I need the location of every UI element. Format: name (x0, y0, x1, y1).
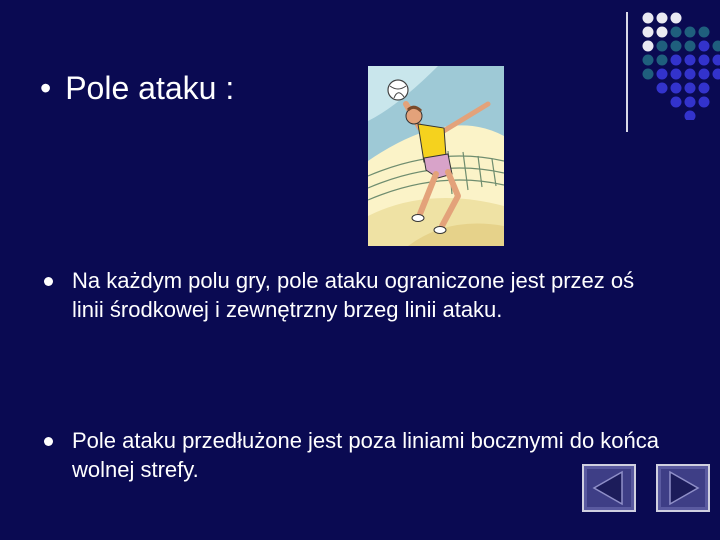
title-text: Pole ataku : (65, 70, 235, 106)
bullet-dot (44, 277, 53, 286)
bullet-text: Pole ataku przedłużone jest poza liniami bocznymi do końca wolnej strefy. (72, 428, 659, 482)
next-slide-button[interactable] (656, 464, 710, 512)
volleyball-player-image (368, 66, 504, 246)
title-bullet: • (40, 70, 52, 106)
previous-slide-button[interactable] (582, 464, 636, 512)
decorative-dot-grid (640, 10, 720, 120)
decorative-divider (626, 12, 628, 132)
slide-title (40, 68, 234, 108)
bullet-dot (44, 437, 53, 446)
bullet-text: Na każdym polu gry, pole ataku ograniczone jest przez oś linii środkowej i zewnętrzny brzeg linii ataku. (72, 268, 635, 322)
